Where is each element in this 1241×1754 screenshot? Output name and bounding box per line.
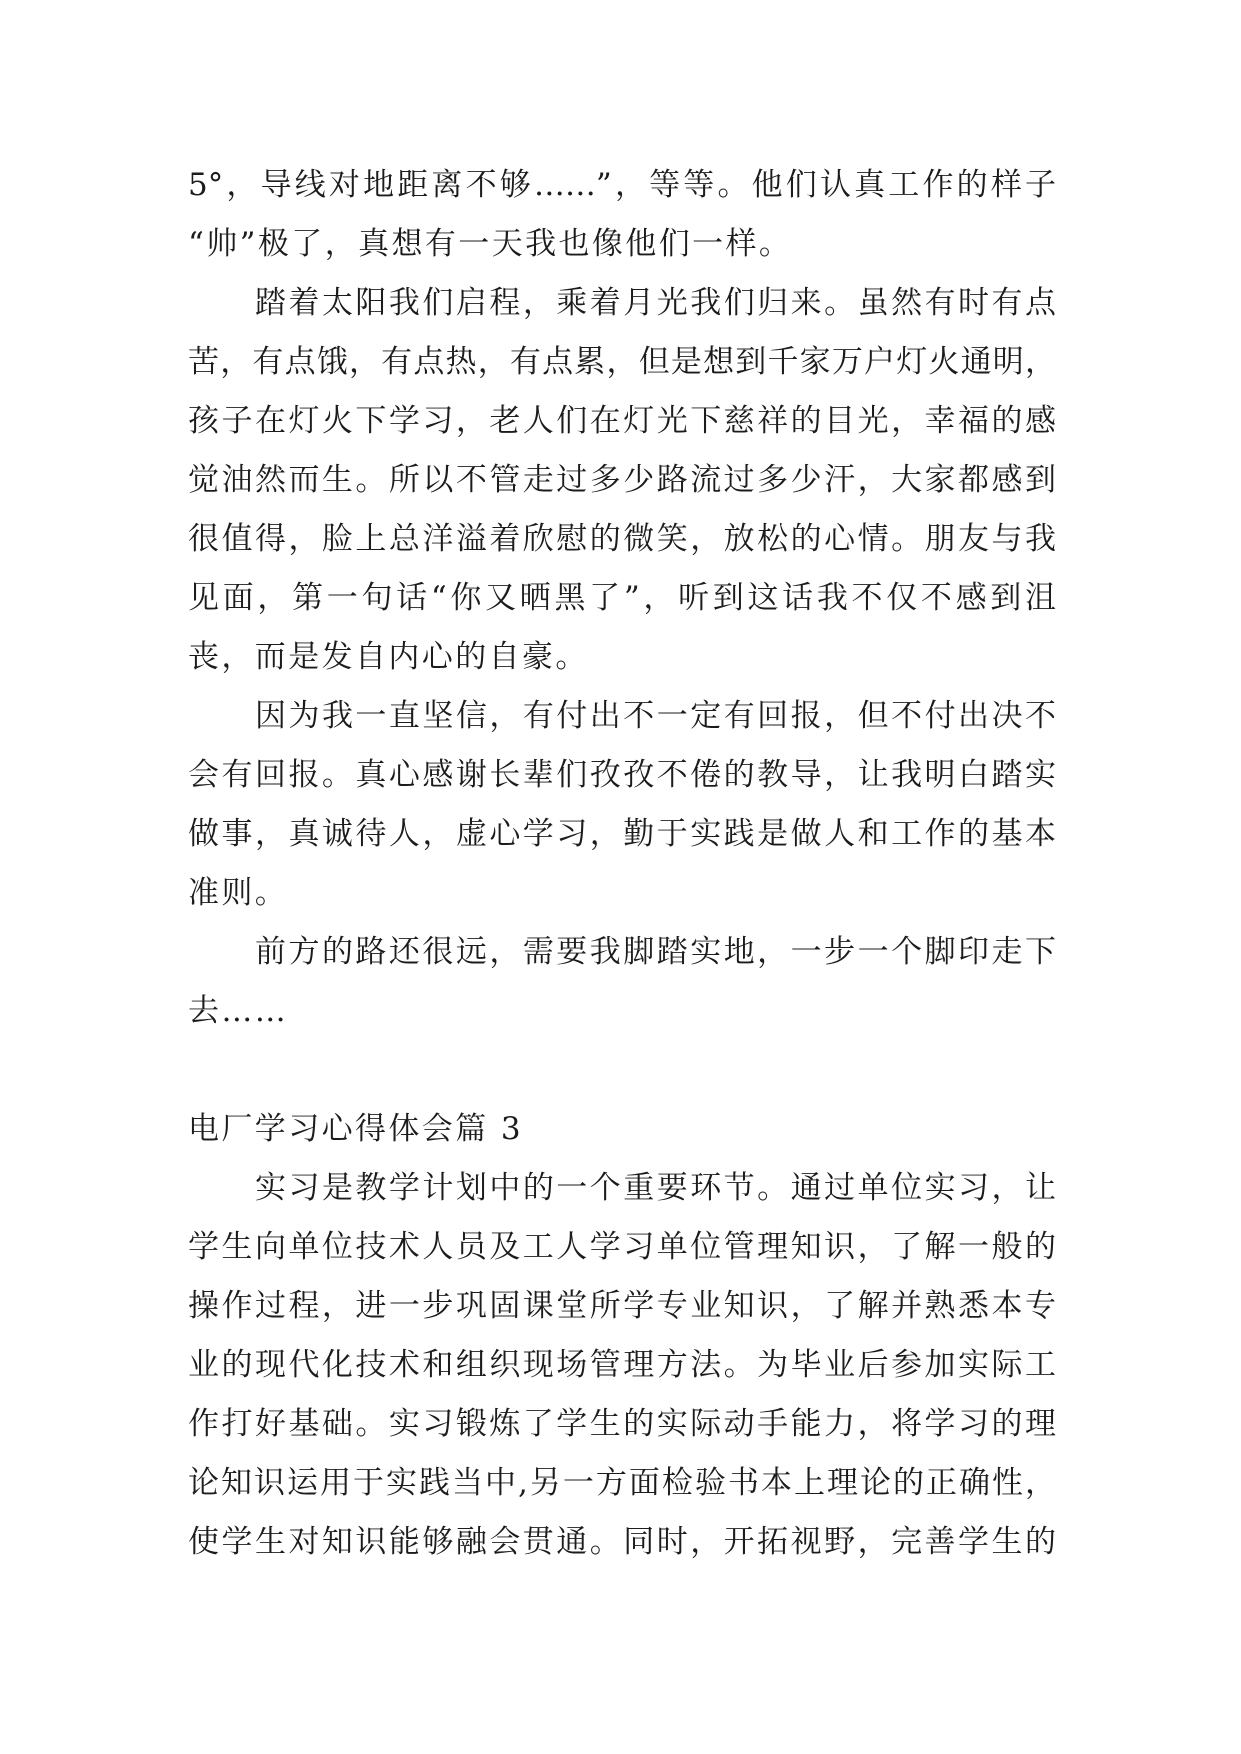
paragraph-line: 做事，真诚待人，虚心学习，勤于实践是做人和工作的基本 [188, 816, 1056, 852]
paragraph [188, 1159, 1056, 1572]
paragraph-line: 丧，而是发自内心的自豪。 [188, 639, 589, 675]
paragraph-line: 因为我一直坚信，有付出不一定有回报，但不付出决不 [255, 698, 1056, 734]
paragraph [188, 687, 1056, 923]
paragraph-line: 苦，有点饿，有点热，有点累，但是想到千家万户灯火通明， [188, 344, 1056, 380]
paragraph-line: 操作过程，进一步巩固课堂所学专业知识，了解并熟悉本专 [188, 1288, 1056, 1324]
paragraph-line: 见面，第一句话“你又晒黑了”，听到这话我不仅不感到沮 [188, 580, 1056, 616]
paragraph-line: 准则。 [188, 875, 289, 911]
paragraph-line: 使学生对知识能够融会贯通。同时，开拓视野，完善学生的 [188, 1524, 1056, 1560]
blank-line [188, 1041, 1056, 1100]
paragraph-line: 作打好基础。实习锻炼了学生的实际动手能力，将学习的理 [188, 1406, 1056, 1442]
paragraph-line: 觉油然而生。所以不管走过多少路流过多少汗，大家都感到 [188, 462, 1056, 498]
paragraph-line: 学生向单位技术人员及工人学习单位管理知识，了解一般的 [188, 1229, 1056, 1265]
paragraph-line: 很值得，脸上总洋溢着欣慰的微笑，放松的心情。朋友与我 [188, 521, 1056, 557]
paragraph-line: 实习是教学计划中的一个重要环节。通过单位实习，让 [255, 1170, 1056, 1206]
paragraph-line: 前方的路还很远，需要我脚踏实地，一步一个脚印走下 [255, 934, 1056, 970]
paragraph-line: 会有回报。真心感谢长辈们孜孜不倦的教导，让我明白踏实 [188, 757, 1056, 793]
section-heading: 电厂学习心得体会篇 3 [188, 1111, 523, 1147]
paragraph-line: 业的现代化技术和组织现场管理方法。为毕业后参加实际工 [188, 1347, 1056, 1383]
paragraph-line: 论知识运用于实践当中,另一方面检验书本上理论的正确性， [188, 1465, 1056, 1501]
paragraph [188, 274, 1056, 687]
paragraph-line: 5°，导线对地距离不够……”，等等。他们认真工作的样子 [188, 167, 1056, 203]
paragraph-line: 去…… [188, 993, 289, 1029]
paragraph [188, 923, 1056, 1041]
document-page [188, 156, 1056, 1572]
paragraph [188, 156, 1056, 274]
paragraph-line: “帅”极了，真想有一天我也像他们一样。 [188, 226, 793, 262]
paragraph-line: 孩子在灯火下学习，老人们在灯光下慈祥的目光，幸福的感 [188, 403, 1056, 439]
paragraph-line: 踏着太阳我们启程，乘着月光我们归来。虽然有时有点 [255, 285, 1056, 321]
